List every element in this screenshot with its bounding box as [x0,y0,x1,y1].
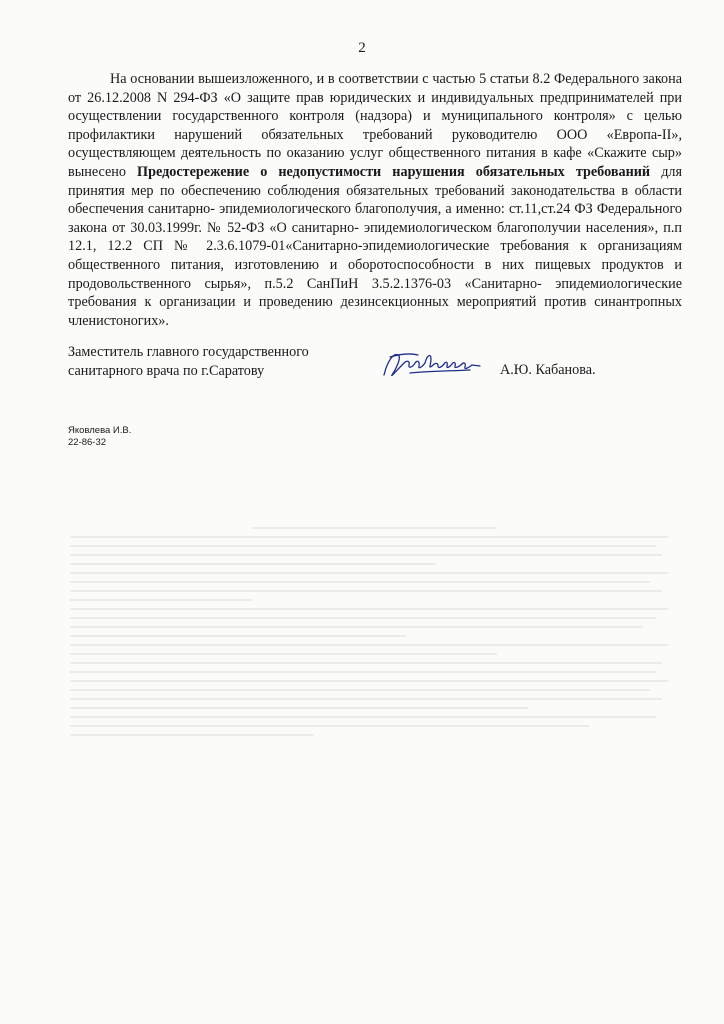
bleed-through-texture [70,520,680,920]
warning-title-bold: Предостережение о недопустимости нарушения обязательных требований [137,163,651,180]
paragraph-text-part1: На основании вышеизложенного, и в соответствии с частью 5 статьи 8.2 Федерального закона от 26.12.2008 N 294-ФЗ «О защите прав юридических и индивидуальных предпринимателей при осуществлении государственного контроля (надзора) и муниципального контроля» с целью профилактики нарушений обязательных требований руководителю ООО «Европа-II», осуществляющем деятельность по оказанию услуг общественного питания в кафе «Скажите сыр» вынесено [68,71,682,180]
executor-phone: 22-86-32 [68,437,107,448]
signer-name: А.Ю. Кабанова. [500,362,596,378]
page-number: 2 [358,40,366,56]
paragraph-text-part2: для принятия мер по обеспечению соблюдения обязательных требований законодательства в области обеспечения санитарно- эпидемиологического благополучия, а именно: ст.11,ст.24 ФЗ Федерального закона от 30.03.1999г. № 52-ФЗ «О санитарно- эпидемиологическом благополучии населения», п.п 12.1, 12.2 СП № 2.3.6.1079-01«Санитарно-эпидемиологические требования к организациям общественного питания, изготовлению и оборотоспособности в них пищевых продуктов и продовольственного сырья», п.5.2 СанПиН 3.5.2.1376-03 «Санитарно- эпидемиологические требования к организации и проведению дезинсекционных мероприятий против синантропных членистоногих». [68,163,683,329]
handwritten-signature [380,349,484,381]
signer-position-line1: Заместитель главного государственного [68,344,309,360]
signer-position-line2: санитарного врача по г.Саратову [68,362,265,379]
executor-name: Яковлева И.В. [68,425,132,436]
executor-block [68,425,131,449]
main-paragraph [68,70,682,330]
signer-position [68,343,358,380]
